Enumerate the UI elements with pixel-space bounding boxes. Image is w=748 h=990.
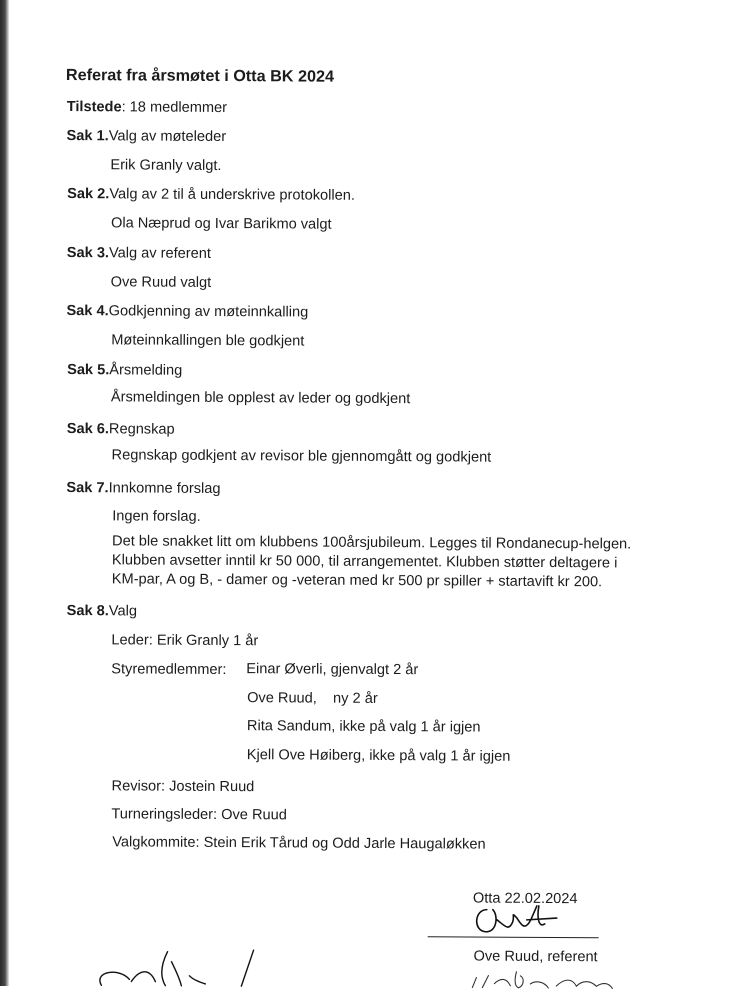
item-6-title: Regnskap [108,421,175,438]
item-5-body: Årsmeldingen ble opplest av leder og godkjent [110,389,411,408]
item-7-body-line-1: Ingen forslag. [112,508,201,525]
item-5-heading [67,361,182,380]
item-1-label: Sak 1. [66,128,109,145]
cosigner-signature-left [89,945,279,987]
item-6-heading [67,420,175,439]
item-3-title: Valg av referent [108,245,212,262]
item-3-heading [67,244,211,263]
place-date: Otta 22.02.2024 [472,890,578,908]
item-2-label: Sak 2. [67,186,110,203]
item-2-body: Ola Næprud og Ivar Barikmo valgt [110,215,332,233]
item-5-title: Årsmelding [109,362,183,379]
item-8-title: Valg [108,603,138,620]
item-7-body-line-4: KM-par, A og B, - damer og -veteran med kr 500 pr spiller + startavift kr 200. [111,571,603,591]
document-title: Referat fra årsmøtet i Otta BK 2024 [65,66,335,86]
item-7-label: Sak 7. [66,480,109,497]
election-auditor: Revisor: Jostein Ruud [111,778,255,796]
item-4-body: Møteinnkallingen ble godkjent [111,332,305,350]
election-board-member: Ove Ruud, ny 2 år [247,690,378,707]
cosigner-signature-right [464,967,624,989]
item-2-heading [67,185,355,205]
item-5-label: Sak 5. [67,362,110,379]
election-nomination-committee: Valgkommite: Stein Erik Tårud og Odd Jarle Haugaløkken [112,834,486,853]
item-4-title: Godkjenning av møteinnkalling [108,303,309,321]
election-tournament-leader: Turneringsleder: Ove Ruud [111,806,287,824]
item-4-label: Sak 4. [66,303,109,320]
item-6-label: Sak 6. [66,421,109,438]
election-board-member: Rita Sandum, ikke på valg 1 år igjen [246,718,481,736]
item-2-title: Valg av 2 til å underskrive protokollen. [109,186,355,204]
item-7-body-line-3: Klubben avsetter inntil kr 50 000, til arrangementet. Klubben støtter deltagere i [111,552,618,572]
item-8-label: Sak 8. [66,603,109,620]
item-8-heading [67,602,137,620]
item-4-heading [66,302,308,321]
attendance-label: Tilstede [66,99,122,116]
item-3-label: Sak 3. [66,245,110,262]
item-7-title: Innkomne forslag [108,480,221,497]
signer-name: Ove Ruud, referent [473,948,598,966]
item-1-body: Erik Granly valgt. [110,157,222,174]
item-1-heading [66,127,226,146]
election-board-member: Kjell Ove Høiberg, ikke på valg 1 år igjen [246,747,511,765]
item-3-body: Ove Ruud valgt [110,274,212,291]
election-board-member: Einar Øverli, gjenvalgt 2 år [246,661,419,679]
attendance-value: : 18 medlemmer [121,99,228,117]
item-6-body: Regnskap godkjent av revisor ble gjennomgått og godkjent [111,447,492,466]
item-7-body-line-2: Det ble snakket litt om klubbens 100årsjubileum. Legges til Rondanecup-helgen. [112,533,632,553]
item-7-heading [66,479,220,498]
election-board-label: Styremedlemmer: [111,661,227,679]
attendance-line [67,98,227,117]
election-leader: Leder: Erik Granly 1 år [111,632,259,650]
item-1-title: Valg av møteleder [108,128,227,146]
